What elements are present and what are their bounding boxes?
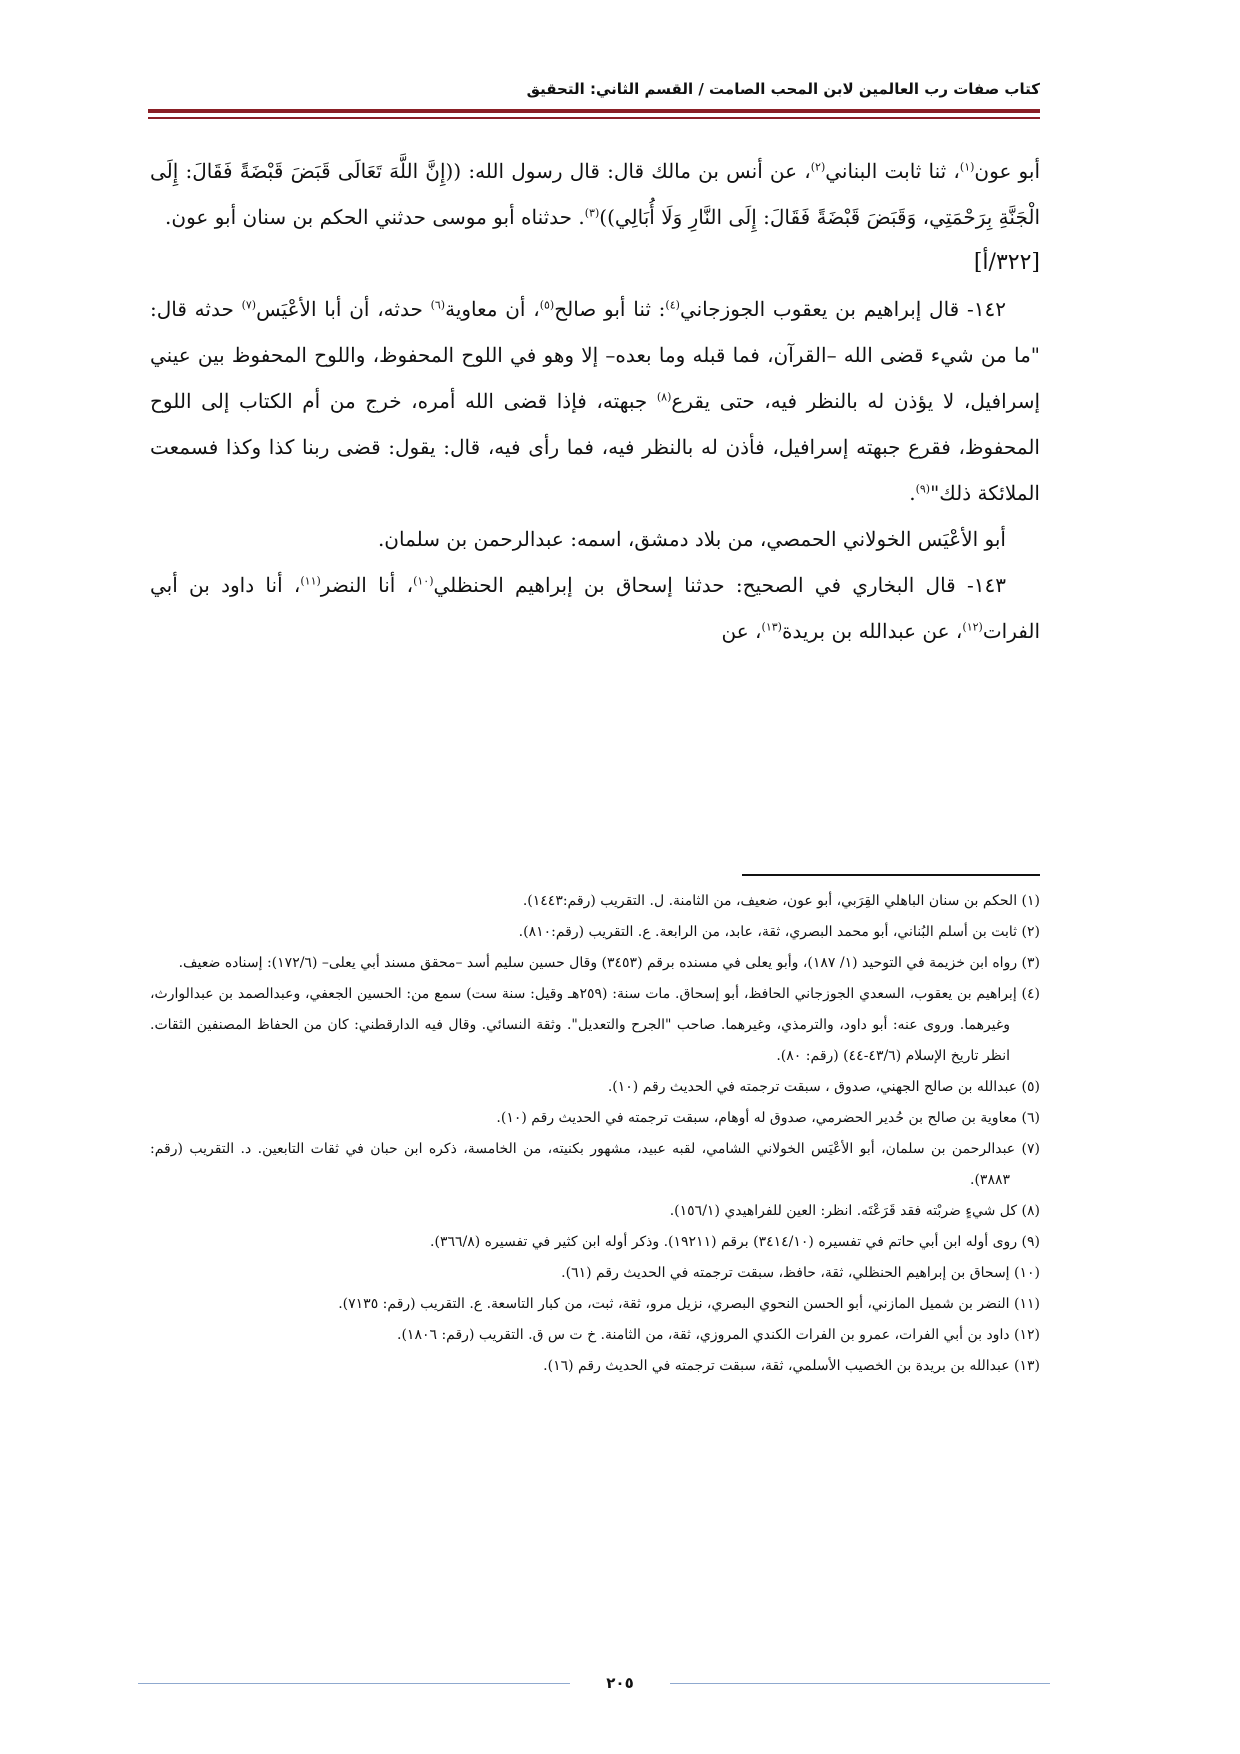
footnote: (١٣) عبدالله بن بريدة بن الخصيب الأسلمي، ثقة، سبقت ترجمته في الحديث رقم (١٦). (543, 1358, 1040, 1374)
footnote: (٦) معاوية بن صالح بن حُدير الحضرمي، صدوق له أوهام، سبقت ترجمته في الحديث رقم (١٠). (496, 1110, 1040, 1126)
paragraph-1: أبو عون$^{(١)}$، ثنا ثابت البناني$^{(٢)}$، عن أنس بن مالك قال: قال رسول الله: ((إِنَّ اللَّهَ تَعَالَى قَبَضَ قَبْضَةً فَقَالَ: إِلَى الْجَنَّةِ بِرَحْمَتِي، وَقَبَضَ قَبْضَةً فَقَالَ: إِلَى النَّارِ وَلَا أُبَالِي))$^{(٣)}$. حدثناه أبو موسى حدثني الحكم بن سنان أبو عون. (150, 159, 1041, 229)
footnote: (٣) رواه ابن خزيمة في التوحيد (١/ ١٨٧)، وأبو يعلى في مسنده برقم (٣٤٥٣) وقال حسين سليم أسد –محقق مسند أبي يعلى– (١٧٢/٦): إسناده ضعيف. (178, 955, 1040, 971)
footnote: (٢) ثابت بن أسلم البُناني، أبو محمد البصري، ثقة، عابد، من الرابعة. ع. التقريب (رقم:٨١٠). (518, 924, 1040, 940)
footnote: (١٠) إسحاق بن إبراهيم الحنظلي، ثقة، حافظ، سبقت ترجمته في الحديث رقم (٦١). (561, 1265, 1040, 1281)
paragraph-note: أبو الأعْيَس الخولاني الحمصي، من بلاد دمشق، اسمه: عبدالرحمن بن سلمان. (377, 527, 1006, 551)
folio-marker: [٣٢٢/أ] (973, 250, 1040, 275)
footnote-ref-3[interactable]: (٣) (584, 206, 600, 220)
footnote: (٥) عبدالله بن صالح الجهني، صدوق ، سبقت ترجمته في الحديث رقم (١٠). (607, 1079, 1040, 1095)
footnote: (١) الحكم بن سنان الباهلي القِرَبي، أبو عون، ضعيف، من الثامنة. ل. التقريب (رقم:١٤٤٣). (522, 893, 1040, 909)
footnote: (٩) روى أوله ابن أبي حاتم في تفسيره (٣٤١٤/١٠) برقم (١٩٢١١). وذكر أوله ابن كثير في تفسيره (٣٦٦/٨). (430, 1234, 1040, 1250)
footnote: (٤) إبراهيم بن يعقوب، السعدي الجوزجاني الحافظ، أبو إسحاق. مات سنة: (٢٥٩هـ وقيل: سنة ست) سمع من: الحسين الجعفي، وعبدالصمد بن عبدالوارث، وغيرهما. وروى عنه: أبو داود، والترمذي، وغيرهما. صاحب "الجرح والتعديل". وثقة النسائي. وقال فيه الدارقطني: كان من الحفاظ المصنفين الثقات. انظر تاريخ الإسلام (٤٣/٦-٤٤) (رقم: ٨٠). (150, 986, 1040, 1064)
footnote: (٧) عبدالرحمن بن سلمان، أبو الأعْيَس الخولاني الشامي، لقبه عبيد، مشهور بكنيته، من الخامسة، ذكره ابن حبان في ثقات التابعين. د. التقريب (رقم: ٣٨٨٣). (150, 1141, 1040, 1188)
paragraph-hadith-142: ١٤٢- قال إبراهيم بن يعقوب الجوزجاني$^{(٤)}$: ثنا أبو صالح$^{(٥)}$، أن معاوية$^{(٦)}$ حدثه، أن أبا الأعْيَس$^{(٧)}$ حدثه قال: "ما من شيء قضى الله –القرآن، فما قبله وما بعده– إلا وهو في اللوح المحفوظ، واللوح المحفوظ بين عيني إسرافيل، لا يؤذن له بالنظر فيه، حتى يقرع$^{(٨)}$ جبهته، فإذا قضى الله أمره، خرج من أم الكتاب إلى اللوح المحفوظ، فقرع جبهته إسرافيل، فأذن له بالنظر فيه، فما رأى فيه، قال: يقول: قضى ربنا كذا وكذا فسمعت الملائكة ذلك"$^{(٩)}$. (150, 297, 1041, 505)
footnote-ref-2[interactable]: (٢) (810, 160, 826, 174)
footnote-ref-10[interactable]: (١٠) (413, 574, 434, 588)
footnote-ref-5[interactable]: (٥) (539, 298, 555, 312)
footnote: (١١) النضر بن شميل المازني، أبو الحسن النحوي البصري، نزيل مرو، ثقة، ثبت، من كبار التاسعة. ع. التقريب (رقم: ٧١٣٥). (338, 1296, 1040, 1312)
footnote-ref-13[interactable]: (١٣) (761, 620, 782, 634)
footnote-ref-7[interactable]: (٧) (241, 298, 257, 312)
footnote-ref-12[interactable]: (١٢) (962, 620, 983, 634)
running-header: كتاب صفات رب العالمين لابن المحب الصامت / القسم الثاني: التحقيق (526, 80, 1040, 98)
footnote-ref-6[interactable]: (٦) (430, 298, 446, 312)
footnote-ref-1[interactable]: (١) (959, 160, 975, 174)
footnote: (١٢) داود بن أبي الفرات، عمرو بن الفرات الكندي المروزي، ثقة، من الثامنة. خ ت س ق. التقريب (رقم: ١٨٠٦). (397, 1327, 1040, 1343)
header-rule-thin (148, 117, 1040, 119)
page-number: ٢٠٥ (570, 1666, 670, 1700)
footnote-ref-4[interactable]: (٤) (665, 298, 680, 312)
footnote-separator (742, 874, 1040, 876)
main-text (150, 148, 1040, 654)
footnote-ref-8[interactable]: (٨) (656, 390, 672, 404)
paragraph-hadith-143: ١٤٣- قال البخاري في الصحيح: حدثنا إسحاق بن إبراهيم الحنظلي$^{(١٠)}$، أنا النضر$^{(١١)}$، أنا داود بن أبي الفرات$^{(١٢)}$، عن عبدالله بن بريدة$^{(١٣)}$، عن (150, 573, 1040, 643)
footnote-ref-11[interactable]: (١١) (300, 574, 321, 588)
footnotes (150, 886, 1040, 1382)
header-rule-thick (148, 109, 1040, 113)
footnote-ref-9[interactable]: (٩) (915, 482, 931, 496)
footnote: (٨) كل شيءٍ ضربْته فقد قَرَعْتَه. انظر: العين للفراهيدي (١٥٦/١). (669, 1203, 1040, 1219)
